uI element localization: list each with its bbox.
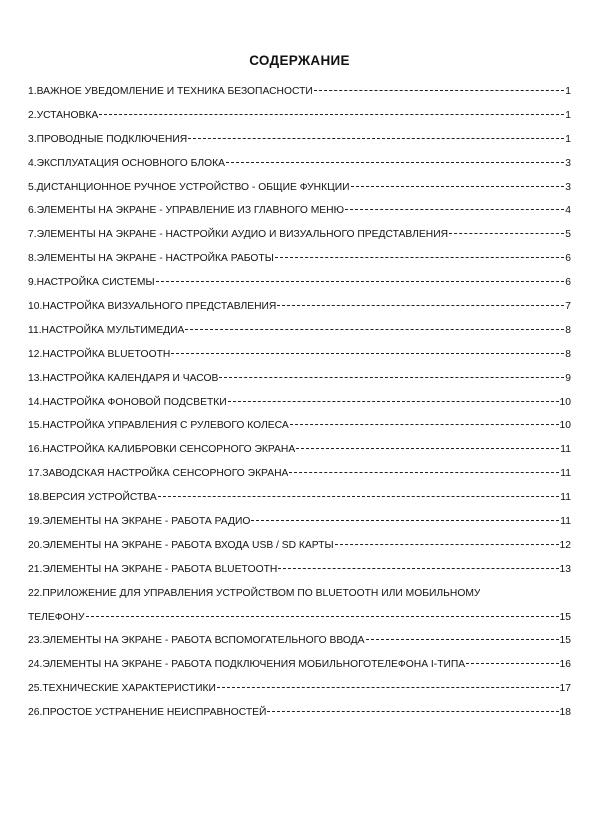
toc-entry-title: 6.ЭЛЕМЕНТЫ НА ЭКРАНЕ - УПРАВЛЕНИЕ ИЗ ГЛАВНОГО МЕНЮ (28, 205, 344, 217)
toc-entry-title: 12.НАСТРОЙКА BLUETOOTH (28, 348, 171, 360)
toc-leader-line (226, 162, 564, 163)
page-title: СОДЕРЖАНИЕ (249, 53, 350, 68)
toc-page-number: 11 (560, 468, 571, 480)
toc-page-number: 3 (565, 157, 571, 169)
toc-leader-line (156, 281, 565, 282)
toc-entry (28, 176, 571, 200)
toc-leader-line (449, 233, 564, 234)
toc-page-number: 10 (559, 420, 571, 432)
toc-entry-title: 2.УСТАНОВКА (28, 109, 99, 121)
toc-entry (28, 80, 571, 104)
toc-entry-title: 24.ЭЛЕМЕНТЫ НА ЭКРАНЕ - РАБОТА ПОДКЛЮЧЕНИЯ МОБИЛЬНОГОТЕЛЕФОНА I-ТИПА (28, 659, 466, 671)
toc-leader-line (185, 329, 564, 330)
toc-entry-title: ТЕЛЕФОНУ (28, 611, 85, 623)
toc-page-number: 8 (565, 348, 571, 360)
toc-entry-title: 7.ЭЛЕМЕНТЫ НА ЭКРАНЕ - НАСТРОЙКИ АУДИО И ВИЗУАЛЬНОГО ПРЕДСТАВЛЕНИЯ (28, 229, 449, 241)
toc-leader-line (217, 687, 559, 688)
toc-entry-title: 25.ТЕХНИЧЕСКИЕ ХАРАКТЕРИСТИКИ (28, 683, 216, 695)
toc-page-number: 16 (559, 659, 571, 671)
toc-entry (28, 558, 571, 582)
toc-leader-line (267, 711, 558, 712)
toc-entry (28, 510, 571, 534)
toc-entry (28, 319, 571, 343)
toc-leader-line (466, 663, 558, 664)
toc-leader-line (99, 114, 564, 115)
toc-page-number: 7 (565, 301, 571, 313)
toc-entry (28, 414, 571, 438)
toc-page-number: 1 (565, 133, 571, 145)
toc-leader-line (290, 424, 559, 425)
toc-entry-title: 14.НАСТРОЙКА ФОНОВОЙ ПОДСВЕТКИ (28, 396, 227, 408)
toc-entry (28, 486, 571, 510)
toc-entry (28, 295, 571, 319)
toc-entry-title: 9.НАСТРОЙКА СИСТЕМЫ (28, 277, 155, 289)
toc-leader-line (275, 257, 564, 258)
toc-entry-title: 4.ЭКСПЛУАТАЦИЯ ОСНОВНОГО БЛОКА (28, 157, 225, 169)
toc-entry (28, 701, 571, 725)
toc-entry (28, 343, 571, 367)
toc-entry-title: 19.ЭЛЕМЕНТЫ НА ЭКРАНЕ - РАБОТА РАДИО (28, 516, 251, 528)
toc-entry-title: 8.ЭЛЕМЕНТЫ НА ЭКРАНЕ - НАСТРОЙКА РАБОТЫ (28, 253, 274, 265)
toc-page-number: 11 (560, 516, 571, 528)
toc-entry-title: 18.ВЕРСИЯ УСТРОЙСТВА (28, 492, 157, 504)
toc-leader-line (277, 305, 564, 306)
toc-page-number: 1 (565, 86, 571, 97)
toc-page-number: 18 (559, 707, 571, 719)
toc-entry (28, 128, 571, 152)
toc-page-number: 5 (565, 229, 571, 241)
toc-entry (28, 653, 571, 677)
toc-entry-title: 13.НАСТРОЙКА КАЛЕНДАРЯ И ЧАСОВ (28, 372, 219, 384)
toc-entry (28, 223, 571, 247)
toc-entry (28, 606, 571, 630)
toc-page-number: 15 (559, 611, 571, 623)
toc-entry-title: 17.ЗАВОДСКАЯ НАСТРОЙКА СЕНСОРНОГО ЭКРАНА (28, 468, 289, 480)
toc-entry (28, 629, 571, 653)
toc-leader-line (345, 209, 564, 210)
toc-entry (28, 367, 571, 391)
toc-entry-title: 22.ПРИЛОЖЕНИЕ ДЛЯ УПРАВЛЕНИЯ УСТРОЙСТВОМ ПО BLUETOOTH ИЛИ МОБИЛЬНОМУ (28, 587, 481, 599)
toc-entry (28, 199, 571, 223)
toc-entry-title: 10.НАСТРОЙКА ВИЗУАЛЬНОГО ПРЕДСТАВЛЕНИЯ (28, 301, 277, 313)
toc-leader-line (228, 401, 559, 402)
toc-leader-line (366, 639, 559, 640)
toc-leader-line (278, 568, 558, 569)
toc-entry-title: 23.ЭЛЕМЕНТЫ НА ЭКРАНЕ - РАБОТА ВСПОМОГАТЕЛЬНОГО ВВОДА (28, 635, 365, 647)
toc-page-number: 8 (565, 324, 571, 336)
toc-page-number: 11 (560, 492, 571, 504)
toc-page-number: 6 (565, 277, 571, 289)
toc-page-number: 1 (565, 109, 571, 121)
toc-leader-line (158, 496, 560, 497)
toc-leader-line (188, 138, 564, 139)
toc-entry (28, 391, 571, 415)
toc-entry-title: 26.ПРОСТОЕ УСТРАНЕНИЕ НЕИСПРАВНОСТЕЙ (28, 707, 267, 719)
toc-page-number: 3 (565, 181, 571, 193)
toc-leader-line (335, 544, 559, 545)
toc-entry (28, 677, 571, 701)
toc-entry (28, 271, 571, 295)
toc-entry-title: 1.ВАЖНОЕ УВЕДОМЛЕНИЕ И ТЕХНИКА БЕЗОПАСНОСТИ (28, 86, 313, 97)
toc-entry (28, 104, 571, 128)
toc-entry (28, 438, 571, 462)
toc-entry (28, 462, 571, 486)
toc-page-number: 12 (559, 539, 571, 551)
toc-entry-title: 21.ЭЛЕМЕНТЫ НА ЭКРАНЕ - РАБОТА BLUETOOTH (28, 563, 278, 575)
toc-leader-line (86, 616, 559, 617)
toc-leader-line (296, 448, 559, 449)
toc-entry-title: 3.ПРОВОДНЫЕ ПОДКЛЮЧЕНИЯ (28, 133, 188, 145)
toc-page-number: 13 (559, 563, 571, 575)
toc-entry (28, 152, 571, 176)
toc-page-number: 9 (565, 372, 571, 384)
toc-leader-line (171, 353, 564, 354)
table-of-contents (28, 80, 571, 725)
toc-entry-title: 15.НАСТРОЙКА УПРАВЛЕНИЯ С РУЛЕВОГО КОЛЕСА (28, 420, 289, 432)
toc-entry-title: 5.ДИСТАНЦИОННОЕ РУЧНОЕ УСТРОЙСТВО - ОБЩИЕ ФУНКЦИИ (28, 181, 350, 193)
toc-page-number: 6 (565, 253, 571, 265)
toc-leader-line (251, 520, 559, 521)
toc-entry-title: 11.НАСТРОЙКА МУЛЬТИМЕДИА (28, 324, 185, 336)
toc-leader-line (289, 472, 559, 473)
toc-entry-title: 20.ЭЛЕМЕНТЫ НА ЭКРАНЕ - РАБОТА ВХОДА USB / SD КАРТЫ (28, 539, 334, 551)
toc-entry-title: 16.НАСТРОЙКА КАЛИБРОВКИ СЕНСОРНОГО ЭКРАНА (28, 444, 296, 456)
toc-entry (28, 534, 571, 558)
toc-page-number: 10 (559, 396, 571, 408)
toc-page-number: 4 (565, 205, 571, 217)
toc-leader-line (314, 90, 565, 91)
toc-entry (28, 582, 571, 606)
toc-leader-line (351, 186, 565, 187)
toc-leader-line (219, 377, 564, 378)
toc-page-number: 11 (560, 444, 571, 456)
toc-entry (28, 247, 571, 271)
toc-page-number: 17 (559, 683, 571, 695)
toc-page-number: 15 (559, 635, 571, 647)
